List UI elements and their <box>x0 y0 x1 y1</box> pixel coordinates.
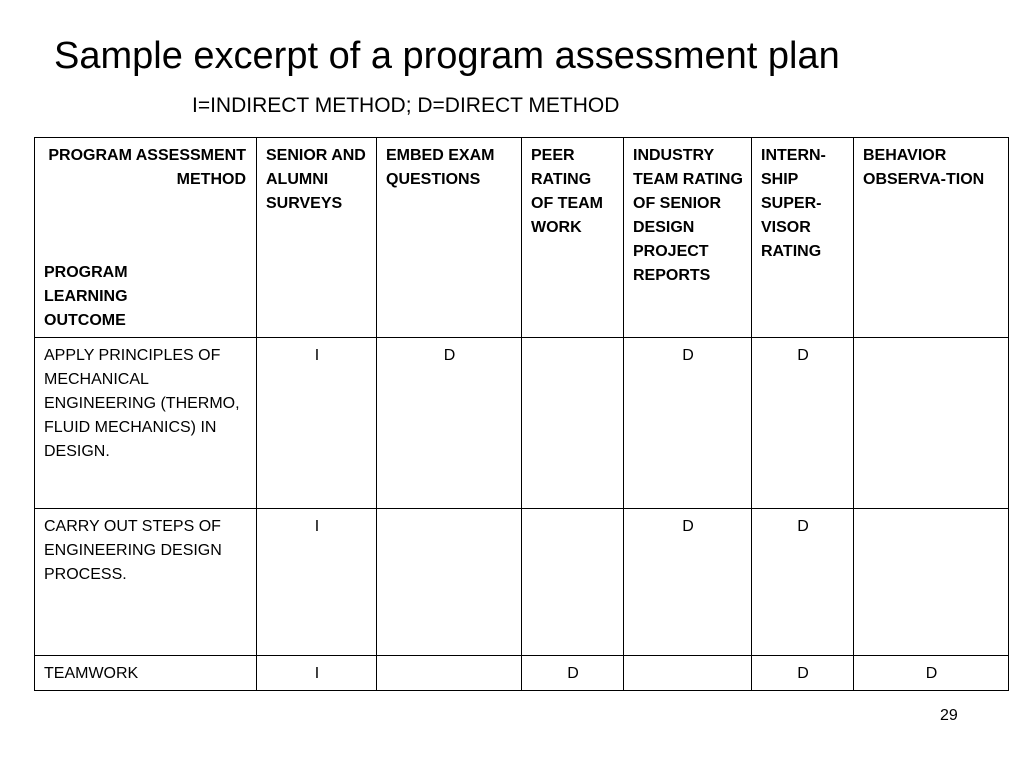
method-cell: I <box>257 338 377 509</box>
outcome-cell: CARRY OUT STEPS OF ENGINEERING DESIGN PROCESS. <box>35 509 257 656</box>
method-cell: D <box>624 509 752 656</box>
column-header: SENIOR AND ALUMNI SURVEYS <box>257 138 377 338</box>
method-cell <box>522 338 624 509</box>
method-cell <box>377 509 522 656</box>
corner-header-cell <box>35 138 257 338</box>
slide-title: Sample excerpt of a program assessment plan <box>54 35 840 77</box>
method-cell: D <box>522 656 624 691</box>
learning-outcome-label: PROGRAM LEARNING OUTCOME <box>44 264 128 329</box>
method-cell <box>377 656 522 691</box>
slide-subtitle: I=INDIRECT METHOD; D=DIRECT METHOD <box>192 94 620 117</box>
method-cell: D <box>377 338 522 509</box>
table-row <box>35 656 1009 691</box>
column-header: BEHAVIOR OBSERVA-TION <box>854 138 1009 338</box>
column-header: PEER RATING OF TEAM WORK <box>522 138 624 338</box>
table-row <box>35 338 1009 509</box>
assessment-plan-table <box>34 137 1009 691</box>
method-cell: I <box>257 656 377 691</box>
table-header-row <box>35 138 1009 338</box>
page-number: 29 <box>940 707 958 724</box>
method-cell: D <box>624 338 752 509</box>
table-row <box>35 509 1009 656</box>
method-cell: D <box>752 656 854 691</box>
method-cell <box>624 656 752 691</box>
method-cell <box>522 509 624 656</box>
method-cell: D <box>752 338 854 509</box>
column-header: INDUSTRY TEAM RATING OF SENIOR DESIGN PROJECT REPORTS <box>624 138 752 338</box>
method-cell: D <box>854 656 1009 691</box>
column-header: INTERN-SHIP SUPER-VISOR RATING <box>752 138 854 338</box>
method-cell <box>854 338 1009 509</box>
outcome-cell: TEAMWORK <box>35 656 257 691</box>
outcome-cell: APPLY PRINCIPLES OF MECHANICAL ENGINEERING (THERMO, FLUID MECHANICS) IN DESIGN. <box>35 338 257 509</box>
method-cell <box>854 509 1009 656</box>
method-cell: I <box>257 509 377 656</box>
column-header: EMBED EXAM QUESTIONS <box>377 138 522 338</box>
method-cell: D <box>752 509 854 656</box>
assessment-method-label: PROGRAM ASSESSMENT METHOD <box>48 147 246 188</box>
